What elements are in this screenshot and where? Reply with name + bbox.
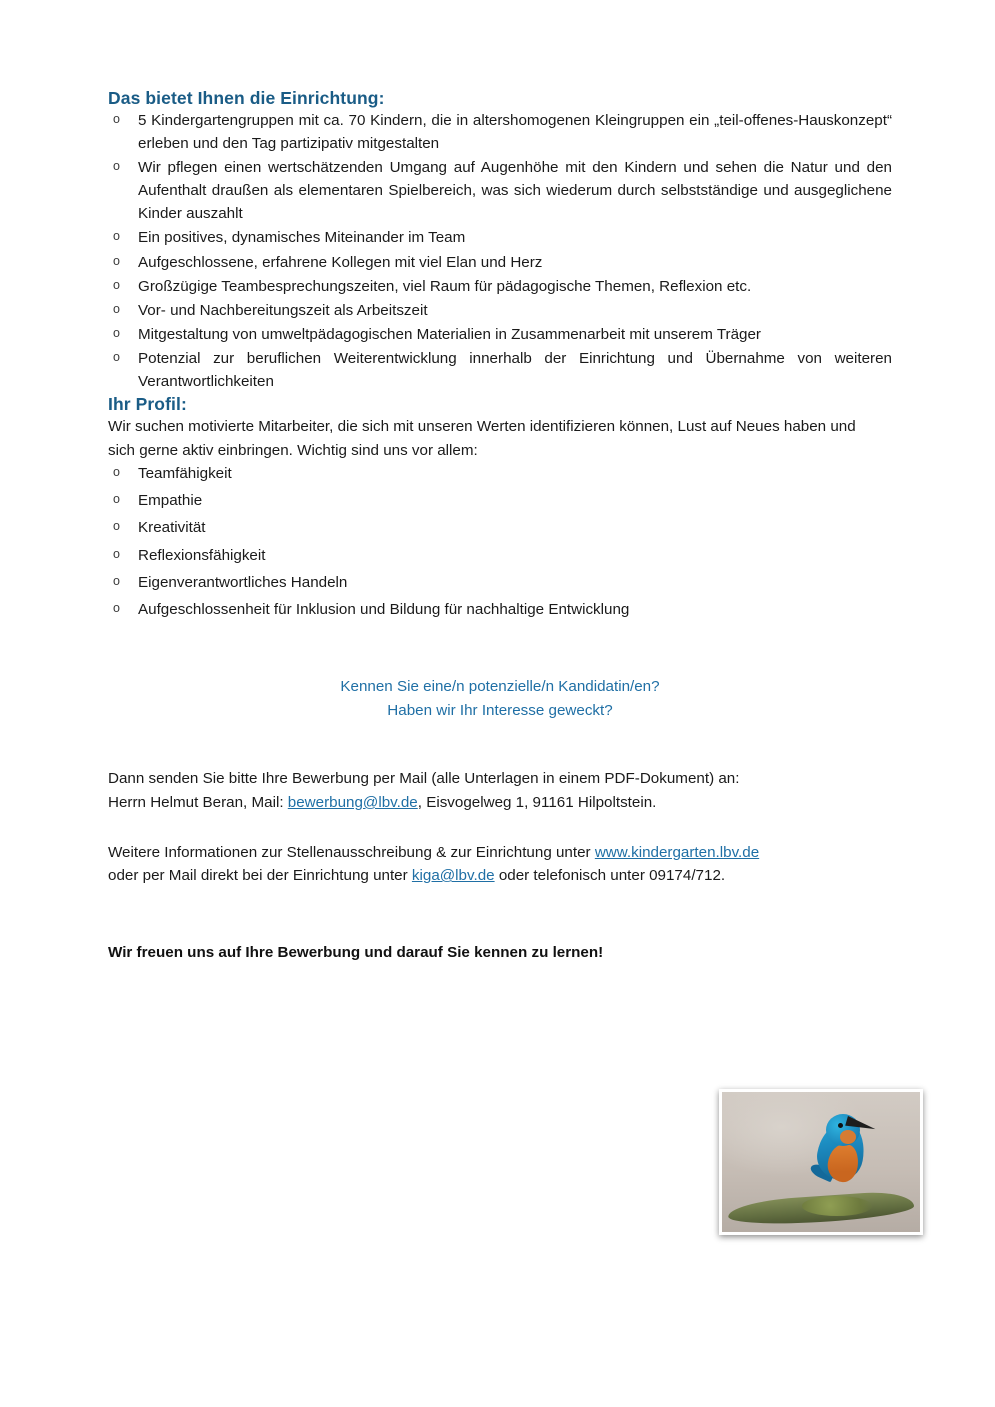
- offer-list: [108, 109, 892, 393]
- information-email-prefix: oder per Mail direkt bei der Einrichtung unter: [108, 867, 412, 885]
- section-heading-profile: Ihr Profil:: [108, 394, 187, 415]
- closing-statement: Wir freuen uns auf Ihre Bewerbung und darauf Sie kennen zu lernen!: [108, 943, 604, 961]
- information-prefix: Weitere Informationen zur Stellenausschreibung & zur Einrichtung unter: [108, 843, 595, 861]
- information-block: [108, 841, 892, 888]
- application-line-1: Dann senden Sie bitte Ihre Bewerbung per Mail (alle Unterlagen in einem PDF-Dokument) an:: [108, 770, 740, 788]
- call-to-action-line-2: Haben wir Ihr Interesse geweckt?: [387, 702, 613, 720]
- list-item: o Ein positives, dynamisches Miteinander im Team: [108, 226, 892, 249]
- document-body: [108, 88, 892, 976]
- information-line-2: [108, 864, 892, 888]
- kiga-email-link[interactable]: kiga@lbv.de: [411, 867, 495, 885]
- application-address-suffix: , Eisvogelweg 1, 91161 Hilpoltstein.: [417, 794, 657, 811]
- list-item: o Vor- und Nachbereitungszeit als Arbeitszeit: [108, 299, 892, 322]
- list-item: o Mitgestaltung von umweltpädagogischen Materialien in Zusammenarbeit mit unserem Träger: [108, 323, 892, 346]
- list-item: o Teamfähigkeit: [108, 462, 892, 485]
- call-to-action-line-1: Kennen Sie eine/n potenzielle/n Kandidatin/en?: [340, 677, 660, 695]
- information-phone-suffix: oder telefonisch unter 09174/712.: [494, 867, 726, 885]
- moss-shape: [802, 1196, 872, 1216]
- call-to-action-block: [108, 675, 892, 724]
- application-contact-prefix: Herrn Helmut Beran, Mail:: [108, 794, 288, 811]
- list-item: o Aufgeschlossene, erfahrene Kollegen mit viel Elan und Herz: [108, 251, 892, 274]
- list-item: o 5 Kindergartengruppen mit ca. 70 Kindern, die in altershomogenen Kleingruppen ein „teil-offenes-Hauskonzept“ erleben und den Tag partizipativ mitgestalten: [108, 109, 892, 155]
- application-line-2: [108, 791, 892, 815]
- application-email-link[interactable]: bewerbung@lbv.de: [287, 794, 418, 811]
- list-item: o Eigenverantwortliches Handeln: [108, 571, 892, 594]
- list-item: o Wir pflegen einen wertschätzenden Umgang auf Augenhöhe mit den Kindern und sehen die Natur und den Aufenthalt draußen als elementaren Spielbereich, was sich wiederum durch selbstständige und ausgeglichene Kinder auszahlt: [108, 156, 892, 225]
- list-item: o Reflexionsfähigkeit: [108, 544, 892, 567]
- kingfisher-photo: [719, 1089, 923, 1235]
- list-item: o Potenzial zur beruflichen Weiterentwicklung innerhalb der Einrichtung und Übernahme von weiteren Verantwortlichkeiten: [108, 347, 892, 393]
- list-item: o Großzügige Teambesprechungszeiten, viel Raum für pädagogische Themen, Reflexion etc.: [108, 275, 892, 298]
- information-line-1: [108, 841, 892, 865]
- bird-eye-shape: [838, 1123, 843, 1128]
- application-block: [108, 767, 892, 814]
- profile-list: [108, 462, 892, 621]
- list-item: o Empathie: [108, 489, 892, 512]
- bird-cheek-shape: [840, 1130, 856, 1144]
- section-heading-offer: Das bietet Ihnen die Einrichtung:: [108, 88, 385, 108]
- website-link[interactable]: www.kindergarten.lbv.de: [594, 843, 760, 861]
- list-item: o Kreativität: [108, 516, 892, 539]
- list-item: o Aufgeschlossenheit für Inklusion und Bildung für nachhaltige Entwicklung: [108, 598, 892, 621]
- profile-intro-text: Wir suchen motivierte Mitarbeiter, die sich mit unseren Werten identifizieren können, Lust auf Neues haben und sich gerne aktiv einbringen. Wichtig sind uns vor allem:: [108, 418, 856, 459]
